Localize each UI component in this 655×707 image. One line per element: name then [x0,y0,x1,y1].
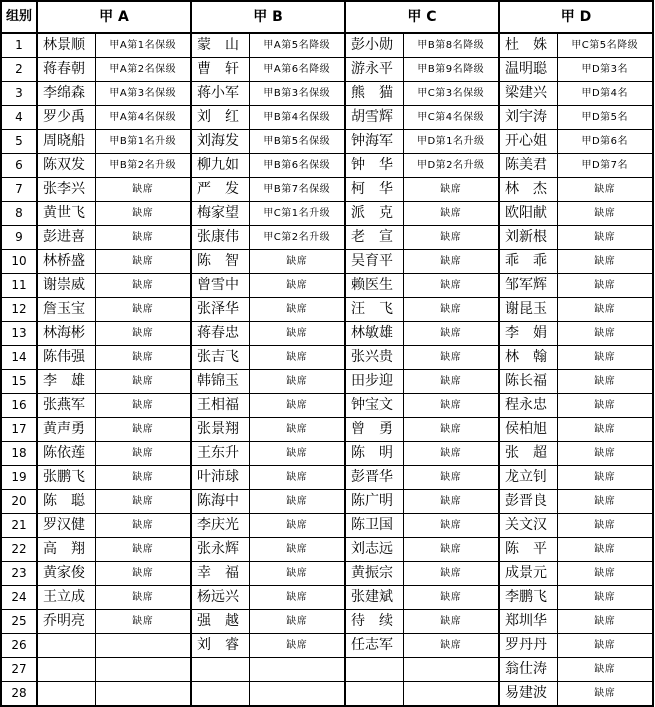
player-status: 甲B第8名降级 [403,33,499,58]
player-name: 李庆光 [191,514,249,538]
player-name: 张鹏飞 [37,466,95,490]
player-status: 缺席 [403,610,499,634]
player-name: 李绵森 [37,82,95,106]
player-status: 缺席 [249,466,345,490]
player-status: 缺席 [95,346,191,370]
player-status: 缺席 [403,634,499,658]
player-name: 温明聪 [499,58,557,82]
player-status: 缺席 [557,466,653,490]
player-status: 甲B第9名降级 [403,58,499,82]
player-status [95,658,191,682]
row-number: 2 [1,58,37,82]
player-name: 刘宇涛 [499,106,557,130]
player-status [403,658,499,682]
player-status: 缺席 [557,418,653,442]
player-status: 缺席 [403,274,499,298]
player-name: 林桥盛 [37,250,95,274]
row-number: 7 [1,178,37,202]
player-status: 甲B第5名保级 [249,130,345,154]
player-status: 缺席 [95,562,191,586]
player-status: 缺席 [557,682,653,707]
group-title-b: 甲 B [191,1,345,33]
player-name: 刘 睿 [191,634,249,658]
player-name: 易建波 [499,682,557,707]
player-name: 严 发 [191,178,249,202]
table-row [1,82,653,106]
player-name: 龙立钊 [499,466,557,490]
player-name: 罗汉健 [37,514,95,538]
player-status: 缺席 [557,178,653,202]
player-name: 乖 乖 [499,250,557,274]
player-name: 李鹏飞 [499,586,557,610]
player-status: 缺席 [95,418,191,442]
player-name: 高 翔 [37,538,95,562]
player-status: 缺席 [95,250,191,274]
player-name: 钟海军 [345,130,403,154]
player-status: 缺席 [403,466,499,490]
player-name: 蒋春朝 [37,58,95,82]
player-name: 刘海发 [191,130,249,154]
player-status: 缺席 [557,250,653,274]
player-status: 甲D第1名升级 [403,130,499,154]
player-status: 缺席 [95,466,191,490]
table-row [1,346,653,370]
table-row [1,418,653,442]
player-status: 缺席 [557,562,653,586]
player-status: 缺席 [95,538,191,562]
player-name: 彭晋华 [345,466,403,490]
player-name: 蒙 山 [191,33,249,58]
table-row [1,178,653,202]
player-status: 甲B第3名保级 [249,82,345,106]
player-status: 缺席 [557,490,653,514]
player-status: 缺席 [557,514,653,538]
player-status: 缺席 [95,610,191,634]
player-status: 缺席 [249,298,345,322]
row-number: 14 [1,346,37,370]
player-status: 缺席 [249,346,345,370]
player-name: 程永忠 [499,394,557,418]
player-name: 刘新根 [499,226,557,250]
player-name: 罗丹丹 [499,634,557,658]
player-name: 陈广明 [345,490,403,514]
row-number: 6 [1,154,37,178]
player-name: 杨远兴 [191,586,249,610]
player-status: 缺席 [557,226,653,250]
player-name: 陈双发 [37,154,95,178]
row-number: 1 [1,33,37,58]
player-status: 缺席 [249,274,345,298]
player-name: 乔明亮 [37,610,95,634]
player-status: 缺席 [249,442,345,466]
player-name: 黄世飞 [37,202,95,226]
player-status: 缺席 [403,394,499,418]
row-number: 12 [1,298,37,322]
player-name: 彭进喜 [37,226,95,250]
player-name: 陈长福 [499,370,557,394]
player-status: 甲C第3名保级 [403,82,499,106]
player-status [403,682,499,707]
player-status: 甲B第6名保级 [249,154,345,178]
player-status: 缺席 [403,370,499,394]
player-name: 郑圳华 [499,610,557,634]
player-name: 张永辉 [191,538,249,562]
player-name [191,658,249,682]
row-number: 9 [1,226,37,250]
roster-body [1,1,653,706]
row-number: 23 [1,562,37,586]
row-number: 18 [1,442,37,466]
player-name: 曾雪中 [191,274,249,298]
player-status [249,682,345,707]
player-status: 甲C第5名降级 [557,33,653,58]
player-name: 张燕军 [37,394,95,418]
table-row [1,226,653,250]
row-number: 8 [1,202,37,226]
player-name: 刘 红 [191,106,249,130]
player-status: 缺席 [403,586,499,610]
row-number: 22 [1,538,37,562]
player-name: 柯 华 [345,178,403,202]
player-status: 甲B第2名升级 [95,154,191,178]
player-name: 李 娟 [499,322,557,346]
player-status: 缺席 [557,442,653,466]
player-name: 叶沛球 [191,466,249,490]
player-status: 缺席 [557,658,653,682]
player-name: 林敏雄 [345,322,403,346]
player-status: 缺席 [403,514,499,538]
row-number: 24 [1,586,37,610]
player-status: 缺席 [95,586,191,610]
row-number: 27 [1,658,37,682]
table-row [1,106,653,130]
table-row [1,538,653,562]
player-status: 缺席 [403,538,499,562]
row-number: 20 [1,490,37,514]
player-status: 缺席 [403,298,499,322]
player-status: 甲A第3名保级 [95,82,191,106]
player-status: 缺席 [95,226,191,250]
row-number: 10 [1,250,37,274]
player-name: 周晓船 [37,130,95,154]
player-status [95,634,191,658]
player-name [37,634,95,658]
row-number: 28 [1,682,37,707]
player-name: 曹 轩 [191,58,249,82]
group-header-label: 组别 [1,1,37,33]
player-name [37,682,95,707]
player-name: 林景顺 [37,33,95,58]
player-name: 张康伟 [191,226,249,250]
row-number: 16 [1,394,37,418]
player-name: 詹玉宝 [37,298,95,322]
player-name: 强 越 [191,610,249,634]
player-status: 甲D第2名升级 [403,154,499,178]
player-status: 缺席 [557,202,653,226]
player-name [345,682,403,707]
table-row [1,274,653,298]
player-name: 柳九如 [191,154,249,178]
player-name: 谢崇威 [37,274,95,298]
player-name: 任志军 [345,634,403,658]
table-row [1,202,653,226]
player-name: 王立成 [37,586,95,610]
player-name [37,658,95,682]
table-row [1,514,653,538]
player-name: 成景元 [499,562,557,586]
player-name: 钟 华 [345,154,403,178]
player-name: 黄家俊 [37,562,95,586]
row-number: 4 [1,106,37,130]
player-status: 缺席 [557,370,653,394]
player-name: 陈 平 [499,538,557,562]
player-name: 老 宣 [345,226,403,250]
player-status: 甲A第6名降级 [249,58,345,82]
player-name: 待 续 [345,610,403,634]
player-status: 缺席 [249,538,345,562]
table-row [1,130,653,154]
row-number: 26 [1,634,37,658]
player-name: 汪 飞 [345,298,403,322]
player-status: 甲A第1名保级 [95,33,191,58]
row-number: 11 [1,274,37,298]
player-name [191,682,249,707]
table-row [1,586,653,610]
player-name: 邹军辉 [499,274,557,298]
row-number: 17 [1,418,37,442]
player-status: 缺席 [403,346,499,370]
player-name: 陈 聪 [37,490,95,514]
player-status: 甲D第6名 [557,130,653,154]
player-status: 缺席 [249,514,345,538]
player-status: 缺席 [249,418,345,442]
player-name: 陈卫国 [345,514,403,538]
player-name: 蒋小军 [191,82,249,106]
player-name: 张景翔 [191,418,249,442]
player-name: 侯柏旭 [499,418,557,442]
player-status: 缺席 [249,322,345,346]
player-status: 缺席 [249,250,345,274]
player-name: 陈海中 [191,490,249,514]
player-name: 派 克 [345,202,403,226]
player-status: 缺席 [249,586,345,610]
player-name: 李 雄 [37,370,95,394]
row-number: 13 [1,322,37,346]
table-row [1,322,653,346]
player-status: 缺席 [249,370,345,394]
player-status: 甲A第2名保级 [95,58,191,82]
player-name: 罗少禹 [37,106,95,130]
player-status: 甲C第4名保级 [403,106,499,130]
player-status: 缺席 [403,322,499,346]
player-status: 缺席 [249,610,345,634]
player-status: 缺席 [403,442,499,466]
table-row [1,634,653,658]
player-name: 幸 福 [191,562,249,586]
player-status: 甲A第4名保级 [95,106,191,130]
group-title-a: 甲 A [37,1,191,33]
player-status: 缺席 [95,490,191,514]
player-status: 缺席 [403,178,499,202]
player-name: 王相福 [191,394,249,418]
player-name: 张 超 [499,442,557,466]
player-status: 缺席 [403,418,499,442]
player-status: 缺席 [403,202,499,226]
table-row [1,33,653,58]
table-row [1,250,653,274]
player-status: 缺席 [557,538,653,562]
row-number: 5 [1,130,37,154]
player-status: 甲B第7名保级 [249,178,345,202]
player-name: 欧阳献 [499,202,557,226]
player-status: 缺席 [403,490,499,514]
player-status: 甲D第4名 [557,82,653,106]
player-status: 甲B第4名保级 [249,106,345,130]
player-status: 缺席 [95,178,191,202]
player-name: 刘志远 [345,538,403,562]
player-status: 缺席 [249,394,345,418]
row-number: 19 [1,466,37,490]
player-status: 甲C第1名升级 [249,202,345,226]
player-name: 张吉飞 [191,346,249,370]
player-name: 梅家望 [191,202,249,226]
player-name: 熊 猫 [345,82,403,106]
player-name: 杜 姝 [499,33,557,58]
table-row [1,154,653,178]
player-name [345,658,403,682]
player-status [249,658,345,682]
player-name: 陈美君 [499,154,557,178]
player-status: 缺席 [95,394,191,418]
row-number: 25 [1,610,37,634]
player-status: 缺席 [95,298,191,322]
player-name: 林海彬 [37,322,95,346]
player-name: 吴育平 [345,250,403,274]
player-name: 陈 智 [191,250,249,274]
player-name: 王东升 [191,442,249,466]
table-row [1,562,653,586]
player-status: 甲D第7名 [557,154,653,178]
player-name: 韩锦玉 [191,370,249,394]
player-name: 钟宝文 [345,394,403,418]
player-name: 曾 勇 [345,418,403,442]
table-row [1,466,653,490]
row-number: 21 [1,514,37,538]
row-number: 15 [1,370,37,394]
player-status [95,682,191,707]
player-name: 张李兴 [37,178,95,202]
player-name: 胡雪辉 [345,106,403,130]
player-status: 缺席 [95,514,191,538]
player-status: 缺席 [557,322,653,346]
player-name: 田步迎 [345,370,403,394]
player-name: 蒋春忠 [191,322,249,346]
group-title-d: 甲 D [499,1,653,33]
table-row [1,58,653,82]
player-name: 林 杰 [499,178,557,202]
player-name: 陈伟强 [37,346,95,370]
player-name: 陈依莲 [37,442,95,466]
player-status: 缺席 [403,226,499,250]
group-title-c: 甲 C [345,1,499,33]
player-name: 关文汉 [499,514,557,538]
player-name: 梁建兴 [499,82,557,106]
player-status: 缺席 [249,562,345,586]
player-status: 缺席 [557,274,653,298]
row-number: 3 [1,82,37,106]
player-status: 甲C第2名升级 [249,226,345,250]
player-status: 缺席 [557,634,653,658]
player-name: 陈 明 [345,442,403,466]
player-status: 缺席 [249,634,345,658]
table-row [1,442,653,466]
player-name: 张泽华 [191,298,249,322]
table-row [1,298,653,322]
player-name: 开心姐 [499,130,557,154]
player-status: 缺席 [557,610,653,634]
player-status: 缺席 [403,562,499,586]
player-name: 彭小勋 [345,33,403,58]
player-status: 缺席 [95,202,191,226]
player-name: 赖医生 [345,274,403,298]
table-row [1,658,653,682]
player-status: 缺席 [95,274,191,298]
player-status: 缺席 [557,346,653,370]
player-name: 黄振宗 [345,562,403,586]
table-row [1,610,653,634]
player-status: 缺席 [403,250,499,274]
player-status: 甲D第5名 [557,106,653,130]
player-status: 缺席 [557,394,653,418]
player-status: 甲D第3名 [557,58,653,82]
player-name: 黄声勇 [37,418,95,442]
player-status: 缺席 [95,442,191,466]
player-status: 缺席 [249,490,345,514]
table-row [1,682,653,707]
player-status: 甲A第5名降级 [249,33,345,58]
player-name: 游永平 [345,58,403,82]
table-row [1,394,653,418]
player-status: 缺席 [557,298,653,322]
player-name: 林 翰 [499,346,557,370]
header-row [1,1,653,33]
table-row [1,370,653,394]
player-name: 翁仕涛 [499,658,557,682]
player-status: 缺席 [557,586,653,610]
player-name: 张兴贵 [345,346,403,370]
player-status: 缺席 [95,370,191,394]
player-name: 彭晋良 [499,490,557,514]
player-name: 张建斌 [345,586,403,610]
player-status: 甲B第1名升级 [95,130,191,154]
player-status: 缺席 [95,322,191,346]
player-name: 谢昆玉 [499,298,557,322]
table-row [1,490,653,514]
